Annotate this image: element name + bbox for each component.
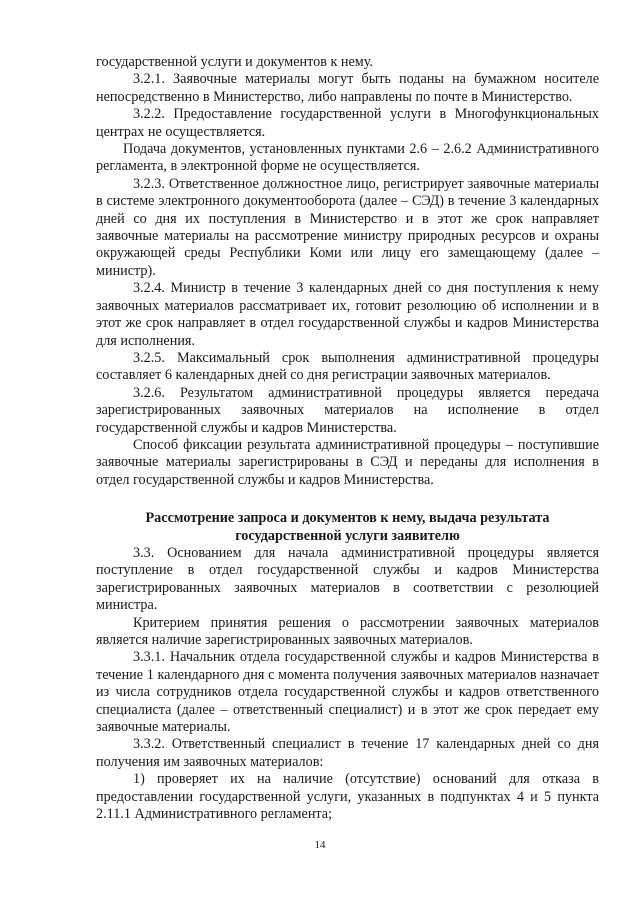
paragraph-fixation-method: Способ фиксации результата административной процедуры – поступившие заявочные материалы зарегистрированы в СЭД и переданы для исполнения в отдел государственной службы и кадров Министерства.	[96, 436, 599, 488]
paragraph-3-3: 3.3. Основанием для начала административной процедуры является поступление в отдел государственной службы и кадров Министерства зарегистрированных заявочных материалов в соответствии с резолюцией министра.	[96, 544, 599, 614]
page-number: 14	[314, 839, 326, 851]
section-heading: Рассмотрение запроса и документов к нему, выдача результата государственной услуги заявителю	[145, 510, 550, 544]
paragraph-decision-criterion: Критерием принятия решения о рассмотрении заявочных материалов является наличие зарегистрированных заявочных материалов.	[96, 614, 599, 648]
paragraph-3-2-2: 3.2.2. Предоставление государственной услуги в Многофункциональных центрах не осуществляется.	[96, 106, 599, 140]
paragraph-continuation: государственной услуги и документов к нему.	[96, 54, 373, 70]
paragraph-3-2-3: 3.2.3. Ответственное должностное лицо, регистрирует заявочные материалы в системе электронного документооборота (далее – СЭД) в течение 3 календарных дней со дня их поступления в Министерство и в этот же срок направляет заявочные материалы на рассмотрение министру природных ресурсов и охраны окружающей среды Республики Коми или лицу его замещающему (далее – министр).	[96, 175, 599, 279]
paragraph-3-2-6: 3.2.6. Результатом административной процедуры является передача зарегистрированных заявочных материалов на исполнение в отдел государственной службы и кадров Министерства.	[96, 384, 599, 436]
list-item-1: 1) проверяет их на наличие (отсутствие) оснований для отказа в предоставлении государственной услуги, указанных в подпунктах 4 и 5 пункта 2.11.1 Административного регламента;	[96, 771, 599, 823]
paragraph-3-2-5: 3.2.5. Максимальный срок выполнения административной процедуры составляет 6 календарных дней со дня регистрации заявочных материалов.	[96, 349, 599, 384]
paragraph-3-3-2: 3.3.2. Ответственный специалист в течение 17 календарных дней со дня получения им заявочных материалов:	[96, 736, 599, 770]
paragraph-submission: Подача документов, установленных пунктами 2.6 – 2.6.2 Административного регламента, в электронной форме не осуществляется.	[96, 141, 599, 175]
document-body	[96, 54, 599, 823]
paragraph-3-2-4: 3.2.4. Министр в течение 3 календарных дней со дня поступления к нему заявочных материалов рассматривает их, готовит резолюцию об исполнении и в этот же срок направляет в отдел государственной службы и кадров Министерства для исполнения.	[96, 280, 599, 349]
paragraph-3-3-1: 3.3.1. Начальник отдела государственной службы и кадров Министерства в течение 1 календарного дня с момента получения заявочных материалов назначает из числа сотрудников отдела государственной службы и кадров ответственного специалиста (далее – ответственный специалист) и в этот же срок передает ему заявочные материалы.	[96, 649, 599, 736]
paragraph-3-2-1: 3.2.1. Заявочные материалы могут быть поданы на бумажном носителе непосредственно в Министерство, либо направлены по почте в Министерство.	[96, 71, 599, 105]
